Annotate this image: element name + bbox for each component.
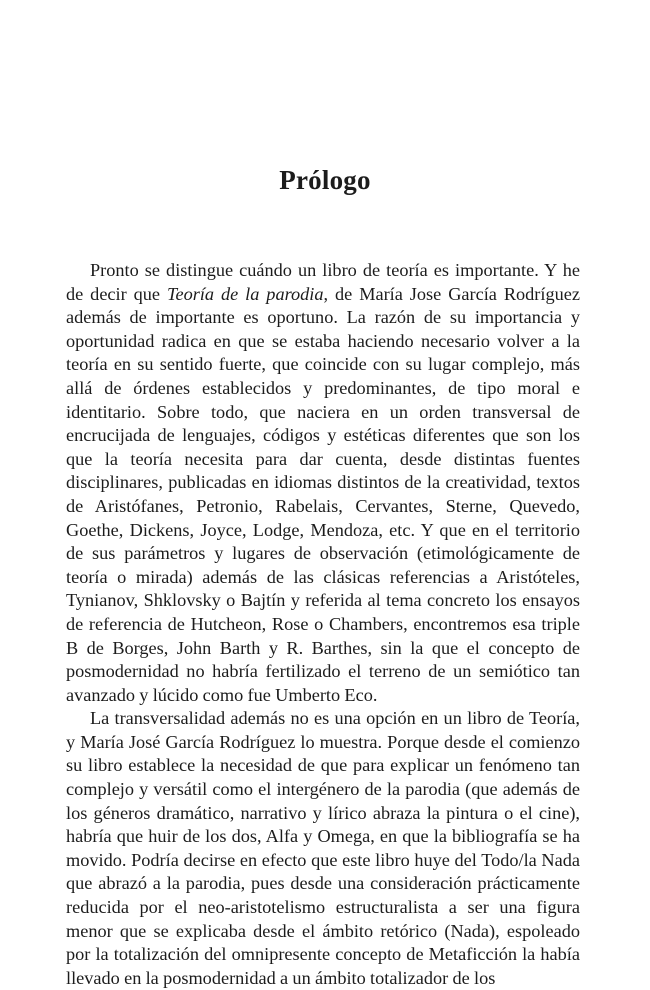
body-text (66, 259, 580, 990)
paragraph-1 (66, 259, 580, 707)
paragraph-2: La transversalidad además no es una opción en un libro de Teoría, y María José García Rodríguez lo muestra. Porque desde el comienzo su libro establece la necesidad de que para explicar un fenómeno tan complejo y versátil como el intergénero de la parodia (que además de los géneros dramático, narrativo y lírico abraza la pintura o el cine), habría que huir de los dos, Alfa y Omega, en que la bibliografía se ha movido. Podría decirse en efecto que este libro huye del Todo/la Nada que abrazó a la parodia, pues desde una consideración prácticamente reducida por el neo-aristotelismo estructuralista a ser una figura menor que se explicaba desde el ámbito retórico (Nada), espoleado por la totalización del omnipresente concepto de Metaficción la había llevado en la posmodernidad a un ámbito totalizador de los (66, 708, 580, 988)
paragraph-1-rest: , de María Jose García Rodríguez además de importante es oportuno. La razón de su importancia y oportunidad radica en que se estaba haciendo necesario volver a la teoría en su sentido fuerte, que coincide con su lugar complejo, más allá de órdenes establecidos y predominantes, de tipo moral e identitario. Sobre todo, que naciera en un orden transversal de encrucijada de lenguajes, códigos y estéticas diferentes que son los que la teoría necesita para dar cuenta, desde distintas fuentes disciplinares, publicadas en idiomas distintos de la creatividad, textos de Aristófanes, Petronio, Rabelais, Cervantes, Sterne, Quevedo, Goethe, Dickens, Joyce, Lodge, Mendoza, etc. Y que en el territorio de sus parámetros y lugares de observación (etimológicamente de teoría o mirada) además de las clásicas referencias a Aristóteles, Tynianov, Shklovsky o Bajtín y referida al tema concreto los ensayos de referencia de Hutcheon, Rose o Chambers, encontremos esa triple B de Borges, John Barth y R. Barthes, sin la que el concepto de posmodernidad no habría fertilizado el terreno de un semiótico tan avanzado y lúcido como fue Umberto Eco. (66, 283, 580, 705)
book-title-italic: Teoría de la parodia (166, 283, 324, 304)
page-title: Prólogo (279, 165, 371, 195)
paragraph-1-lead: Pronto se distingue cuándo un libro de teoría es importante. Y he de decir que (66, 260, 580, 304)
